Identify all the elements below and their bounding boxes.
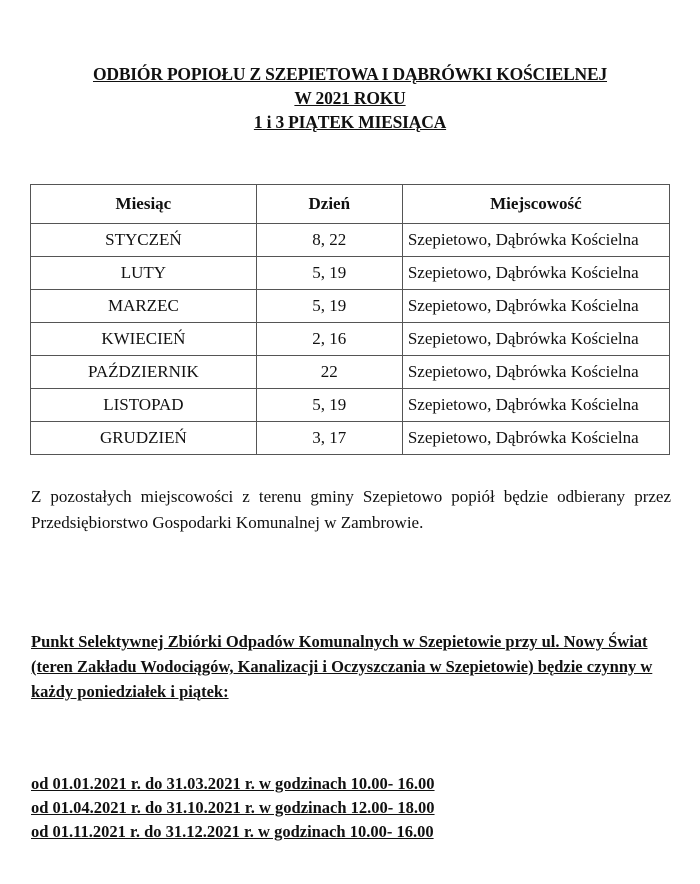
cell-day: 22: [256, 356, 402, 389]
cell-day: 5, 19: [256, 389, 402, 422]
cell-place: Szepietowo, Dąbrówka Kościelna: [402, 323, 669, 356]
note-line-2: Przedsiębiorstwo Gospodarki Komunalnej w Zambrowie.: [31, 513, 424, 532]
title-line-1: ODBIÓR POPIOŁU Z SZEPIETOWA I DĄBRÓWKI KOŚCIELNEJ: [92, 64, 608, 84]
hours-line: od 01.01.2021 r. do 31.03.2021 r. w godzinach 10.00- 16.00: [31, 774, 435, 793]
psz-line-1: Punkt Selektywnej Zbiórki Odpadów Komunalnych w Szepietowie przy ul. Nowy Świat: [31, 632, 648, 651]
table-row: [31, 323, 670, 356]
cell-month: STYCZEŃ: [31, 224, 257, 257]
table-row: [31, 389, 670, 422]
cell-day: 2, 16: [256, 323, 402, 356]
cell-month: PAŹDZIERNIK: [31, 356, 257, 389]
hours-line: od 01.04.2021 r. do 31.10.2021 r. w godzinach 12.00- 18.00: [31, 798, 435, 817]
table-row: [31, 356, 670, 389]
cell-day: 5, 19: [256, 257, 402, 290]
opening-hours: [31, 772, 435, 844]
cell-month: LISTOPAD: [31, 389, 257, 422]
cell-place: Szepietowo, Dąbrówka Kościelna: [402, 389, 669, 422]
document-title: [0, 62, 700, 134]
cell-month: MARZEC: [31, 290, 257, 323]
table-header-row: [31, 185, 670, 224]
cell-month: LUTY: [31, 257, 257, 290]
other-localities-note: [31, 484, 671, 536]
psz-line-2: (teren Zakładu Wodociągów, Kanalizacji i Oczyszczania w Szepietowie) będzie czynny w: [31, 657, 653, 676]
header-place: Miejscowość: [402, 185, 669, 224]
cell-place: Szepietowo, Dąbrówka Kościelna: [402, 290, 669, 323]
title-line-2: W 2021 ROKU: [294, 88, 406, 108]
title-line-3: 1 i 3 PIĄTEK MIESIĄCA: [253, 112, 447, 132]
table-row: [31, 224, 670, 257]
cell-day: 3, 17: [256, 422, 402, 455]
collection-schedule-table: [30, 184, 670, 455]
cell-month: GRUDZIEŃ: [31, 422, 257, 455]
cell-place: Szepietowo, Dąbrówka Kościelna: [402, 257, 669, 290]
header-day: Dzień: [256, 185, 402, 224]
collection-point-notice: [31, 629, 671, 704]
cell-place: Szepietowo, Dąbrówka Kościelna: [402, 422, 669, 455]
note-line-1: Z pozostałych miejscowości z terenu gminy Szepietowo popiół będzie odbierany przez: [31, 487, 671, 506]
cell-place: Szepietowo, Dąbrówka Kościelna: [402, 224, 669, 257]
cell-month: KWIECIEŃ: [31, 323, 257, 356]
hours-line: od 01.11.2021 r. do 31.12.2021 r. w godzinach 10.00- 16.00: [31, 822, 434, 841]
cell-day: 5, 19: [256, 290, 402, 323]
cell-day: 8, 22: [256, 224, 402, 257]
table-row: [31, 257, 670, 290]
cell-place: Szepietowo, Dąbrówka Kościelna: [402, 356, 669, 389]
header-month: Miesiąc: [31, 185, 257, 224]
table-row: [31, 422, 670, 455]
table-row: [31, 290, 670, 323]
psz-line-3: każdy poniedziałek i piątek:: [31, 682, 229, 701]
